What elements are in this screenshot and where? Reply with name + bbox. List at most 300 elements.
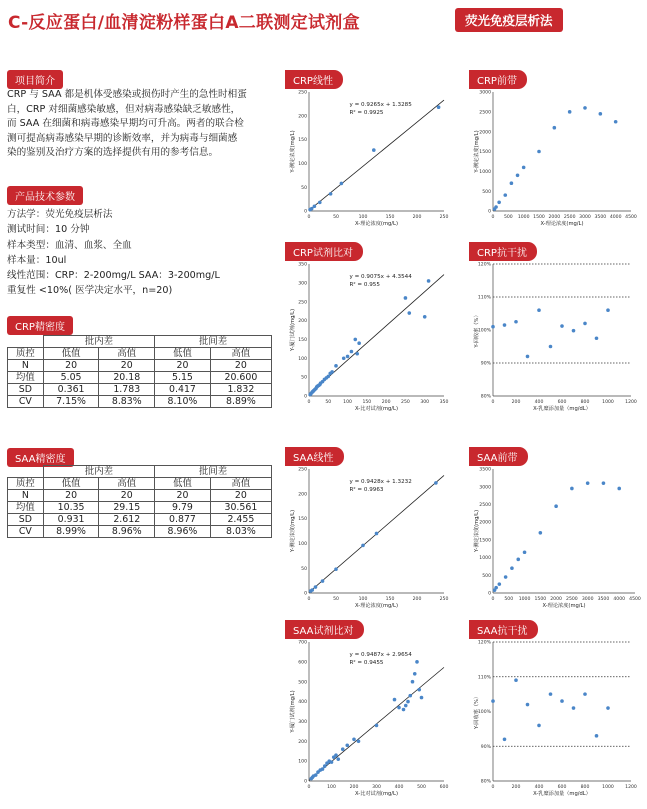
data-point: [583, 322, 587, 326]
data-point: [341, 747, 345, 751]
chart-title: SAA试剂比对: [285, 620, 364, 639]
table-cell: 20.18: [99, 372, 155, 384]
y-tick-label: 400: [298, 700, 307, 706]
x-tick-label: 1000: [517, 215, 530, 220]
table-cell: 2.455: [210, 514, 271, 526]
intro-line: 染的鉴别及治疗方案的选择提供有用的参考信息。: [7, 147, 219, 158]
table-cell: 5.05: [43, 372, 99, 384]
regression-equation: y = 0.9428x + 1.3232: [349, 479, 412, 485]
table-cell: 8.96%: [99, 526, 155, 538]
y-tick-label: 0: [488, 591, 491, 597]
x-tick-label: 0: [491, 400, 495, 405]
r-squared: R² = 0.9963: [349, 487, 384, 493]
intro-line: CRP 与 SAA 都是机体受感染或损伤时产生的急性时相蛋: [7, 89, 247, 100]
table-cell: 20.600: [210, 372, 271, 384]
y-tick-label: 500: [482, 189, 491, 195]
x-tick-label: 200: [381, 400, 391, 405]
x-tick-label: 150: [385, 215, 395, 220]
table-cell: 20: [99, 360, 155, 372]
data-point: [420, 696, 424, 700]
x-tick-label: 150: [362, 400, 372, 405]
table-row: [8, 396, 272, 408]
x-tick-label: 200: [412, 597, 422, 602]
data-point: [503, 323, 507, 327]
y-tick-label: 110%: [477, 675, 491, 681]
y-tick-label: 80%: [480, 779, 491, 785]
saa-precision-table: [7, 465, 272, 538]
table-row: [8, 526, 272, 538]
chart-title: SAA线性: [285, 447, 344, 466]
data-point: [361, 544, 365, 548]
y-tick-label: 200: [298, 114, 307, 120]
x-tick-label: 1200: [625, 400, 637, 405]
y-tick-label: 150: [298, 517, 307, 523]
group-header: 批间差: [155, 466, 272, 478]
y-tick-label: 200: [298, 492, 307, 498]
x-tick-label: 3500: [597, 597, 610, 602]
x-tick-label: 4500: [625, 215, 637, 220]
data-point: [553, 126, 557, 130]
x-axis-label: X-理论浓度(mg/L): [540, 221, 584, 227]
y-tick-label: 300: [298, 281, 307, 287]
x-tick-label: 500: [417, 785, 426, 790]
data-point: [434, 481, 438, 485]
x-tick-label: 0: [491, 597, 495, 602]
x-tick-label: 150: [385, 597, 395, 602]
table-cell: 9.79: [155, 502, 211, 514]
x-tick-label: 250: [439, 597, 449, 602]
x-tick-label: 400: [534, 785, 544, 790]
y-axis-label: Y-测定浓度(mg/L): [290, 130, 296, 173]
table-row: [8, 502, 272, 514]
data-point: [413, 672, 417, 676]
table-cell: 20: [155, 490, 211, 502]
data-point: [514, 678, 518, 682]
y-tick-label: 90%: [480, 744, 491, 750]
y-tick-label: 500: [298, 680, 307, 686]
table-corner: [8, 466, 44, 478]
data-point: [572, 329, 576, 333]
data-point: [614, 120, 618, 124]
table-cell: 1.832: [210, 384, 271, 396]
y-tick-label: 2500: [479, 503, 491, 509]
y-tick-label: 1500: [479, 150, 491, 156]
x-tick-label: 1000: [518, 597, 531, 602]
data-point: [318, 201, 322, 205]
table-cell: SD: [8, 514, 44, 526]
y-axis-label: Y-测定浓度(mg/L): [290, 509, 296, 553]
data-point: [357, 341, 361, 345]
table-cell: 20: [99, 490, 155, 502]
x-tick-label: 1500: [534, 597, 547, 602]
table-cell: 均值: [8, 502, 44, 514]
y-tick-label: 50: [301, 375, 307, 381]
data-point: [321, 767, 325, 771]
data-point: [549, 345, 553, 349]
data-point: [352, 738, 356, 742]
x-tick-label: 1200: [625, 785, 637, 790]
data-point: [514, 320, 518, 324]
data-point: [437, 105, 441, 109]
x-axis-label: X-理论浓度(mg/L): [355, 221, 398, 227]
y-tick-label: 250: [298, 90, 307, 96]
y-axis-label: Y-厦门试剂(mg/L): [290, 690, 296, 733]
x-tick-label: 0: [307, 215, 311, 220]
chart-svg: [285, 70, 450, 235]
x-tick-label: 100: [343, 400, 352, 405]
data-point: [491, 699, 495, 703]
data-point: [510, 566, 514, 570]
table-cell: 5.15: [155, 372, 211, 384]
chart-title: CRP线性: [285, 70, 343, 89]
sub-header: 低值: [155, 478, 211, 490]
data-point: [342, 356, 346, 360]
table-cell: 8.10%: [155, 396, 211, 408]
chart-saa-linear: [285, 447, 450, 617]
x-tick-label: 3000: [581, 597, 594, 602]
data-point: [355, 352, 359, 356]
table-cell: 8.03%: [210, 526, 271, 538]
data-point: [554, 504, 558, 508]
group-header: 批间差: [155, 336, 272, 348]
sub-header: 低值: [43, 478, 99, 490]
x-tick-label: 250: [439, 215, 449, 220]
method-badge: 荧光免疫层析法: [455, 8, 563, 32]
data-point: [314, 773, 318, 777]
x-tick-label: 50: [333, 215, 339, 220]
y-tick-label: 90%: [480, 361, 491, 367]
x-tick-label: 4000: [609, 215, 622, 220]
table-row: [8, 384, 272, 396]
table-cell: SD: [8, 384, 44, 396]
table-cell: 30.561: [210, 502, 271, 514]
table-cell: 1.783: [99, 384, 155, 396]
y-tick-label: 3000: [479, 485, 491, 491]
chart-saa-compare: [285, 620, 450, 805]
table-cell: 均值: [8, 372, 44, 384]
x-tick-label: 1000: [602, 400, 614, 405]
table-cell: N: [8, 490, 44, 502]
y-tick-label: 0: [304, 209, 307, 215]
data-point: [583, 692, 587, 696]
data-point: [330, 760, 334, 764]
data-point: [599, 112, 603, 116]
x-tick-label: 100: [327, 785, 336, 790]
chart-crp-compare: [285, 242, 450, 420]
y-tick-label: 300: [298, 720, 307, 726]
sub-header: 高值: [210, 478, 271, 490]
data-point: [353, 338, 357, 342]
page-title: C-反应蛋白/血清淀粉样蛋白A二联测定试剂盒: [8, 13, 360, 33]
data-point: [321, 579, 325, 583]
x-axis-label: X-理论浓度(mg/L): [355, 603, 398, 609]
y-tick-label: 2000: [479, 130, 491, 136]
data-point: [516, 558, 520, 562]
y-tick-label: 700: [298, 640, 307, 646]
y-tick-label: 120%: [477, 640, 491, 646]
saa-precision-label: SAA精密度: [7, 448, 74, 467]
x-tick-label: 200: [511, 400, 521, 405]
data-point: [526, 355, 530, 359]
data-point: [329, 192, 333, 196]
x-tick-label: 3500: [594, 215, 607, 220]
chart-crp-hook: [469, 70, 637, 235]
x-tick-label: 250: [401, 400, 410, 405]
y-tick-label: 150: [298, 338, 307, 344]
data-point: [516, 174, 520, 178]
data-point: [423, 315, 427, 319]
y-tick-label: 1000: [479, 556, 491, 562]
chart-svg: [285, 620, 450, 805]
table-cell: 20: [43, 360, 99, 372]
y-tick-label: 150: [298, 138, 307, 144]
sub-header: 高值: [99, 348, 155, 360]
data-point: [404, 296, 408, 300]
x-tick-label: 50: [333, 597, 339, 602]
table-cell: 20: [210, 360, 271, 372]
table-cell: 0.361: [43, 384, 99, 396]
sub-header: 高值: [99, 478, 155, 490]
data-point: [334, 567, 338, 571]
data-point: [404, 704, 408, 708]
x-axis-label: X-比对试剂(mg/L): [355, 406, 398, 412]
x-tick-label: 300: [372, 785, 381, 790]
x-axis-label: X-比对试剂(mg/L): [355, 791, 398, 797]
x-tick-label: 600: [439, 785, 449, 790]
chart-svg: [285, 242, 450, 420]
data-point: [402, 708, 406, 712]
x-tick-label: 1500: [533, 215, 545, 220]
y-tick-label: 200: [298, 739, 307, 745]
x-tick-label: 0: [307, 400, 311, 405]
table-cell: 7.15%: [43, 396, 99, 408]
data-point: [537, 724, 541, 728]
data-point: [504, 575, 508, 579]
x-tick-label: 300: [420, 400, 430, 405]
data-point: [497, 200, 501, 204]
data-point: [397, 706, 401, 710]
data-point: [334, 364, 338, 368]
x-tick-label: 500: [504, 597, 514, 602]
data-point: [427, 279, 431, 283]
data-point: [568, 110, 572, 114]
x-tick-label: 2500: [566, 597, 578, 602]
data-point: [314, 585, 318, 589]
data-point: [549, 692, 553, 696]
chart-title: SAA前带: [469, 447, 528, 466]
x-tick-label: 600: [557, 785, 567, 790]
data-point: [537, 150, 541, 154]
y-tick-label: 100: [298, 162, 307, 167]
data-point: [503, 738, 507, 742]
data-point: [393, 698, 397, 702]
x-tick-label: 500: [503, 215, 513, 220]
data-point: [417, 688, 421, 692]
y-axis-label: Y-测定浓度(mg/L): [474, 509, 480, 553]
r-squared: R² = 0.9455: [349, 660, 384, 666]
x-tick-label: 0: [491, 215, 495, 220]
data-point: [310, 207, 314, 211]
y-axis-label: Y-回收率（%）: [474, 693, 480, 730]
x-tick-label: 0: [307, 785, 311, 790]
chart-crp-linear: [285, 70, 450, 235]
y-tick-label: 500: [482, 573, 491, 579]
data-point: [510, 181, 514, 185]
data-point: [375, 724, 379, 728]
x-tick-label: 800: [580, 785, 590, 790]
x-tick-label: 3000: [579, 215, 591, 220]
data-point: [372, 148, 376, 152]
param-line: 测试时间：10 分钟: [7, 224, 90, 236]
y-tick-label: 80%: [480, 394, 491, 400]
data-point: [560, 324, 564, 328]
y-axis-label: Y-厦门试剂(mg/L): [290, 308, 296, 352]
param-line: 重复性 <10%( 医学决定水平，n=20): [7, 285, 173, 297]
data-point: [537, 308, 541, 312]
data-point: [522, 166, 526, 170]
data-point: [407, 311, 411, 315]
y-tick-label: 350: [298, 262, 307, 268]
y-tick-label: 1500: [479, 538, 491, 544]
intro-text: [7, 88, 277, 161]
table-cell: CV: [8, 396, 44, 408]
x-tick-label: 0: [307, 597, 311, 602]
chart-svg: [469, 70, 637, 235]
data-point: [375, 532, 379, 536]
data-point: [606, 308, 610, 312]
x-tick-label: 200: [511, 785, 521, 790]
y-tick-label: 250: [298, 300, 307, 306]
y-axis-label: Y-测定浓度(mg/L): [474, 130, 480, 173]
param-line: 样本类型：血清、血浆、全血: [7, 239, 132, 251]
y-tick-label: 250: [298, 467, 307, 473]
data-point: [336, 757, 340, 761]
chart-title: SAA抗干扰: [469, 620, 538, 639]
param-line: 线性范围：CRP：2-200mg/L SAA：3-200mg/L: [7, 270, 220, 282]
table-cell: 20: [43, 490, 99, 502]
x-tick-label: 200: [349, 785, 359, 790]
y-tick-label: 1000: [479, 169, 491, 175]
data-point: [415, 660, 419, 664]
y-tick-label: 0: [304, 394, 307, 400]
r-squared: R² = 0.9925: [349, 110, 384, 116]
x-tick-label: 600: [557, 400, 567, 405]
table-corner: [8, 336, 44, 348]
y-tick-label: 100%: [477, 710, 491, 716]
param-line: 方法学：荧光免疫层析法: [7, 209, 113, 220]
chart-svg: [469, 242, 637, 420]
y-tick-label: 100: [298, 759, 307, 765]
y-axis-label: Y-回收率（%）: [474, 312, 480, 348]
y-tick-label: 100%: [477, 328, 491, 334]
data-point: [595, 734, 599, 738]
x-tick-label: 2000: [548, 215, 561, 220]
regression-equation: y = 0.9075x + 4.3544: [349, 274, 412, 280]
x-axis-label: X-理论浓度(mg/L): [542, 603, 586, 609]
chart-title: CRP试剂比对: [285, 242, 363, 261]
data-point: [491, 325, 495, 329]
x-axis-label: X-乳糜添加量（mg/dL）: [533, 406, 591, 412]
table-cell: 8.83%: [99, 396, 155, 408]
data-point: [539, 531, 543, 535]
y-tick-label: 0: [304, 779, 307, 785]
data-point: [560, 699, 564, 703]
x-tick-label: 4500: [629, 597, 641, 602]
data-point: [340, 182, 344, 186]
y-tick-label: 50: [301, 566, 307, 572]
data-point: [583, 106, 587, 110]
sub-header: 质控: [8, 478, 44, 490]
table-row: [8, 360, 272, 372]
data-point: [310, 588, 314, 592]
data-point: [408, 694, 412, 698]
chart-svg: [469, 620, 637, 805]
data-point: [350, 350, 354, 354]
data-point: [595, 336, 599, 340]
param-line: 样本量：10ul: [7, 254, 67, 266]
data-point: [617, 487, 621, 491]
chart-title: CRP前带: [469, 70, 527, 89]
table-cell: 8.96%: [155, 526, 211, 538]
data-point: [526, 703, 530, 707]
y-tick-label: 100: [298, 356, 307, 362]
data-point: [345, 743, 349, 747]
table-row: [8, 372, 272, 384]
sub-header: 低值: [155, 348, 211, 360]
y-tick-label: 600: [298, 660, 307, 666]
group-header: 批内差: [43, 336, 154, 348]
data-point: [602, 481, 606, 485]
data-point: [570, 487, 574, 491]
y-tick-label: 50: [301, 185, 307, 191]
x-tick-label: 2000: [550, 597, 562, 602]
x-tick-label: 1000: [602, 785, 614, 790]
data-point: [313, 204, 317, 208]
sub-header: 质控: [8, 348, 44, 360]
x-tick-label: 100: [358, 215, 368, 220]
y-tick-label: 0: [304, 591, 307, 597]
sub-header: 低值: [43, 348, 99, 360]
chart-title: CRP抗干扰: [469, 242, 537, 261]
data-point: [494, 205, 498, 209]
table-cell: 8.99%: [43, 526, 99, 538]
x-tick-label: 800: [580, 400, 590, 405]
x-axis-label: X-乳糜添加量（mg/dL）: [533, 791, 591, 797]
group-header: 批内差: [43, 466, 154, 478]
intro-line: 白，CRP 对细菌感染敏感，但对病毒感染缺乏敏感性，: [7, 103, 241, 115]
y-tick-label: 3500: [479, 467, 491, 473]
data-point: [323, 764, 327, 768]
data-point: [503, 193, 507, 197]
intro-line: 而 SAA 在细菌和病毒感染早期均可升高。两者的联合检: [7, 118, 244, 129]
y-tick-label: 110%: [477, 295, 491, 301]
x-tick-label: 400: [534, 400, 544, 405]
y-tick-label: 2000: [479, 520, 491, 526]
x-tick-label: 0: [491, 785, 495, 790]
table-cell: 0.877: [155, 514, 211, 526]
chart-saa-hook: [469, 447, 641, 617]
y-tick-label: 0: [488, 209, 491, 215]
x-tick-label: 200: [412, 215, 422, 220]
table-cell: 0.931: [43, 514, 99, 526]
data-point: [326, 375, 330, 379]
data-point: [330, 370, 334, 374]
table-cell: N: [8, 360, 44, 372]
data-point: [334, 753, 338, 757]
data-point: [572, 706, 576, 710]
table-row: [8, 514, 272, 526]
table-cell: CV: [8, 526, 44, 538]
